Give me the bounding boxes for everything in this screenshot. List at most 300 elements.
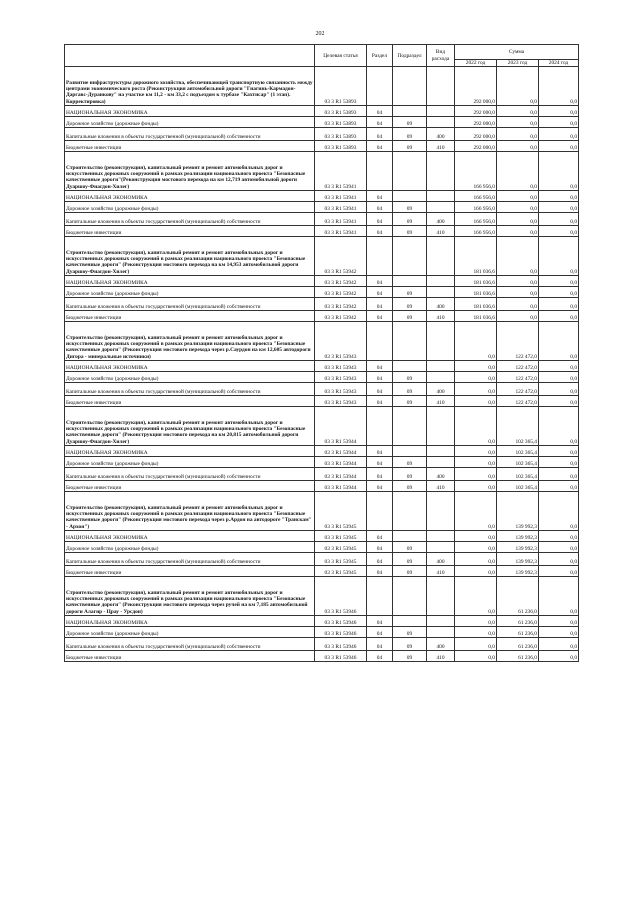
row-target: 03 3 R1 53944 xyxy=(315,445,367,456)
row-section: 04 xyxy=(367,481,393,492)
row-section xyxy=(367,322,393,361)
row-subsection: 09 xyxy=(393,311,427,322)
row-amount-2023: 0,0 xyxy=(497,201,539,212)
row-amount-2022: 181 036,6 xyxy=(455,237,497,276)
row-subsection: 09 xyxy=(393,201,427,212)
row-name: Строительство (реконструкция), капитальный ремонт и ремонт автомобильных дорог и искусственных дорожных сооружений в рамках реализации национального проекта "Безопасные качественные дороги"(Реконструкция мостового перехода на км 12,719 автомобильной дороги Дуаршоу-Фиагдон-Хилег) xyxy=(65,152,315,191)
row-amount-2023: 61 236,0 xyxy=(497,577,539,616)
row-expense-type xyxy=(427,105,455,116)
row-amount-2022: 166 956,0 xyxy=(455,152,497,191)
header-year-2023: 2023 год xyxy=(497,60,539,67)
row-section: 04 xyxy=(367,530,393,541)
row-section: 04 xyxy=(367,127,393,141)
row-subsection: 09 xyxy=(393,127,427,141)
table-row xyxy=(65,152,579,191)
row-amount-2024: 0,0 xyxy=(539,152,579,191)
row-name: Дорожное хозяйство (дорожные фонды) xyxy=(65,626,315,637)
row-name: НАЦИОНАЛЬНАЯ ЭКОНОМИКА xyxy=(65,105,315,116)
row-subsection xyxy=(393,190,427,201)
row-subsection: 09 xyxy=(393,651,427,662)
budget-table xyxy=(64,44,579,662)
table-row xyxy=(65,105,579,116)
row-expense-type xyxy=(427,275,455,286)
row-subsection: 09 xyxy=(393,382,427,396)
row-amount-2022: 0,0 xyxy=(455,467,497,481)
row-target: 03 3 R1 53941 xyxy=(315,152,367,191)
row-amount-2022: 292 000,0 xyxy=(455,105,497,116)
row-amount-2023: 0,0 xyxy=(497,105,539,116)
row-expense-type xyxy=(427,322,455,361)
row-amount-2024: 0,0 xyxy=(539,116,579,127)
row-amount-2022: 0,0 xyxy=(455,651,497,662)
row-target: 03 3 R1 53945 xyxy=(315,552,367,566)
row-amount-2022: 0,0 xyxy=(455,360,497,371)
row-section: 04 xyxy=(367,445,393,456)
row-amount-2024: 0,0 xyxy=(539,275,579,286)
row-section: 04 xyxy=(367,566,393,577)
table-row xyxy=(65,637,579,651)
row-expense-type: 400 xyxy=(427,127,455,141)
row-section xyxy=(367,577,393,616)
row-amount-2023: 102 365,4 xyxy=(497,445,539,456)
row-name: НАЦИОНАЛЬНАЯ ЭКОНОМИКА xyxy=(65,445,315,456)
row-amount-2024: 0,0 xyxy=(539,322,579,361)
header-expense-type: Вид расхода xyxy=(427,45,455,67)
row-amount-2023: 0,0 xyxy=(497,275,539,286)
row-target: 03 3 R1 53944 xyxy=(315,467,367,481)
row-subsection: 09 xyxy=(393,141,427,152)
row-section: 04 xyxy=(367,456,393,467)
row-name: Бюджетные инвестиции xyxy=(65,481,315,492)
row-expense-type: 400 xyxy=(427,212,455,226)
row-section xyxy=(367,407,393,446)
row-name: Дорожное хозяйство (дорожные фонды) xyxy=(65,371,315,382)
row-amount-2023: 0,0 xyxy=(497,226,539,237)
row-amount-2023: 139 992,3 xyxy=(497,492,539,531)
row-amount-2022: 0,0 xyxy=(455,371,497,382)
row-amount-2024: 0,0 xyxy=(539,445,579,456)
row-amount-2023: 0,0 xyxy=(497,311,539,322)
row-amount-2022: 0,0 xyxy=(455,552,497,566)
row-amount-2023: 61 236,0 xyxy=(497,626,539,637)
row-section: 04 xyxy=(367,141,393,152)
row-name: Дорожное хозяйство (дорожные фонды) xyxy=(65,116,315,127)
row-subsection xyxy=(393,530,427,541)
row-amount-2024: 0,0 xyxy=(539,456,579,467)
row-expense-type xyxy=(427,492,455,531)
row-amount-2023: 139 992,3 xyxy=(497,566,539,577)
row-amount-2022: 0,0 xyxy=(455,615,497,626)
row-amount-2023: 0,0 xyxy=(497,67,539,106)
header-year-2022: 2022 год xyxy=(455,60,497,67)
row-target: 03 3 R1 53893 xyxy=(315,141,367,152)
row-expense-type: 410 xyxy=(427,481,455,492)
row-amount-2024: 0,0 xyxy=(539,615,579,626)
row-expense-type xyxy=(427,407,455,446)
row-amount-2024: 0,0 xyxy=(539,237,579,276)
row-expense-type: 400 xyxy=(427,297,455,311)
row-target: 03 3 R1 53942 xyxy=(315,311,367,322)
row-name: Бюджетные инвестиции xyxy=(65,396,315,407)
row-name: НАЦИОНАЛЬНАЯ ЭКОНОМИКА xyxy=(65,190,315,201)
row-subsection xyxy=(393,615,427,626)
row-amount-2024: 0,0 xyxy=(539,382,579,396)
table-row xyxy=(65,541,579,552)
header-target: Целевая статья xyxy=(315,45,367,67)
row-amount-2023: 0,0 xyxy=(497,286,539,297)
header-name xyxy=(65,45,315,67)
row-section: 04 xyxy=(367,286,393,297)
row-expense-type: 410 xyxy=(427,396,455,407)
table-row xyxy=(65,456,579,467)
row-amount-2023: 139 992,3 xyxy=(497,552,539,566)
row-expense-type: 410 xyxy=(427,226,455,237)
row-section: 04 xyxy=(367,297,393,311)
row-name: НАЦИОНАЛЬНАЯ ЭКОНОМИКА xyxy=(65,360,315,371)
row-section: 04 xyxy=(367,467,393,481)
row-amount-2023: 61 236,0 xyxy=(497,615,539,626)
row-subsection xyxy=(393,360,427,371)
row-section xyxy=(367,237,393,276)
table-row xyxy=(65,577,579,616)
row-subsection: 09 xyxy=(393,396,427,407)
row-amount-2022: 0,0 xyxy=(455,530,497,541)
table-row xyxy=(65,201,579,212)
row-target: 03 3 R1 53941 xyxy=(315,201,367,212)
row-expense-type xyxy=(427,152,455,191)
row-amount-2024: 0,0 xyxy=(539,297,579,311)
row-amount-2022: 0,0 xyxy=(455,541,497,552)
row-expense-type: 410 xyxy=(427,651,455,662)
table-row xyxy=(65,141,579,152)
table-row xyxy=(65,311,579,322)
row-amount-2023: 0,0 xyxy=(497,297,539,311)
row-amount-2024: 0,0 xyxy=(539,407,579,446)
header-year-2024: 2024 год xyxy=(539,60,579,67)
table-row xyxy=(65,286,579,297)
row-subsection: 09 xyxy=(393,481,427,492)
row-expense-type xyxy=(427,360,455,371)
row-expense-type xyxy=(427,116,455,127)
row-target: 03 3 R1 53945 xyxy=(315,492,367,531)
row-amount-2022: 0,0 xyxy=(455,492,497,531)
row-subsection xyxy=(393,407,427,446)
row-amount-2024: 0,0 xyxy=(539,566,579,577)
row-target: 03 3 R1 53946 xyxy=(315,637,367,651)
row-subsection: 09 xyxy=(393,566,427,577)
row-amount-2024: 0,0 xyxy=(539,212,579,226)
row-name: Бюджетные инвестиции xyxy=(65,651,315,662)
row-subsection: 09 xyxy=(393,286,427,297)
row-subsection xyxy=(393,492,427,531)
row-expense-type xyxy=(427,456,455,467)
table-row xyxy=(65,67,579,106)
row-amount-2023: 122 472,0 xyxy=(497,396,539,407)
row-section: 04 xyxy=(367,105,393,116)
row-expense-type: 400 xyxy=(427,637,455,651)
row-section: 04 xyxy=(367,360,393,371)
row-name: Бюджетные инвестиции xyxy=(65,226,315,237)
row-amount-2024: 0,0 xyxy=(539,530,579,541)
row-target: 03 3 R1 53944 xyxy=(315,407,367,446)
row-amount-2024: 0,0 xyxy=(539,577,579,616)
row-subsection: 09 xyxy=(393,626,427,637)
row-subsection xyxy=(393,322,427,361)
row-target: 03 3 R1 53944 xyxy=(315,456,367,467)
row-amount-2024: 0,0 xyxy=(539,371,579,382)
row-section: 04 xyxy=(367,275,393,286)
row-amount-2022: 0,0 xyxy=(455,481,497,492)
row-name: Капитальные вложения в объекты государственной (муниципальной) собственности xyxy=(65,297,315,311)
row-amount-2023: 0,0 xyxy=(497,152,539,191)
row-amount-2023: 102 365,4 xyxy=(497,467,539,481)
row-name: НАЦИОНАЛЬНАЯ ЭКОНОМИКА xyxy=(65,615,315,626)
row-name: Бюджетные инвестиции xyxy=(65,311,315,322)
row-name: Строительство (реконструкция), капитальный ремонт и ремонт автомобильных дорог и искусственных дорожных сооружений в рамках реализации национального проекта "Безопасные качественные дороги" (Реконструкция мостового перехода через ручей на км 7,185 автомобильной дороги Алагир - Црау - Урсдон) xyxy=(65,577,315,616)
row-name: Капитальные вложения в объекты государственной (муниципальной) собственности xyxy=(65,637,315,651)
row-target: 03 3 R1 53941 xyxy=(315,190,367,201)
row-amount-2022: 166 956,0 xyxy=(455,212,497,226)
row-target: 03 3 R1 53946 xyxy=(315,626,367,637)
row-target: 03 3 R1 53942 xyxy=(315,275,367,286)
row-name: Капитальные вложения в объекты государственной (муниципальной) собственности xyxy=(65,552,315,566)
table-row xyxy=(65,382,579,396)
row-section: 04 xyxy=(367,116,393,127)
row-expense-type: 410 xyxy=(427,141,455,152)
row-amount-2024: 0,0 xyxy=(539,360,579,371)
row-section: 04 xyxy=(367,637,393,651)
row-amount-2022: 181 036,6 xyxy=(455,286,497,297)
row-amount-2024: 0,0 xyxy=(539,141,579,152)
row-section: 04 xyxy=(367,311,393,322)
row-amount-2022: 181 036,6 xyxy=(455,311,497,322)
row-name: Дорожное хозяйство (дорожные фонды) xyxy=(65,286,315,297)
table-row xyxy=(65,297,579,311)
row-section: 04 xyxy=(367,382,393,396)
row-expense-type: 410 xyxy=(427,566,455,577)
row-amount-2022: 0,0 xyxy=(455,322,497,361)
row-amount-2023: 0,0 xyxy=(497,237,539,276)
row-amount-2022: 0,0 xyxy=(455,637,497,651)
row-amount-2022: 181 036,6 xyxy=(455,275,497,286)
row-amount-2024: 0,0 xyxy=(539,481,579,492)
row-subsection: 09 xyxy=(393,637,427,651)
row-amount-2024: 0,0 xyxy=(539,311,579,322)
row-amount-2023: 0,0 xyxy=(497,212,539,226)
row-target: 03 3 R1 53893 xyxy=(315,105,367,116)
row-target: 03 3 R1 53944 xyxy=(315,481,367,492)
row-target: 03 3 R1 53943 xyxy=(315,360,367,371)
row-amount-2024: 0,0 xyxy=(539,226,579,237)
row-name: Строительство (реконструкция), капитальный ремонт и ремонт автомобильных дорог и искусственных дорожных сооружений в рамках реализации национального проекта "Безопасные качественные дороги" (Реконструкция мостового перехода через р.Саурдон на км 12,605 автодороги Дигора - минеральные источники) xyxy=(65,322,315,361)
row-subsection: 09 xyxy=(393,212,427,226)
row-target: 03 3 R1 53943 xyxy=(315,396,367,407)
row-name: Дорожное хозяйство (дорожные фонды) xyxy=(65,201,315,212)
table-row xyxy=(65,127,579,141)
table-row xyxy=(65,371,579,382)
table-row xyxy=(65,530,579,541)
table-row xyxy=(65,481,579,492)
row-target: 03 3 R1 53941 xyxy=(315,226,367,237)
row-amount-2022: 0,0 xyxy=(455,382,497,396)
row-section xyxy=(367,492,393,531)
table-row xyxy=(65,407,579,446)
row-expense-type xyxy=(427,201,455,212)
row-amount-2024: 0,0 xyxy=(539,67,579,106)
row-section: 04 xyxy=(367,212,393,226)
row-target: 03 3 R1 53893 xyxy=(315,67,367,106)
row-amount-2024: 0,0 xyxy=(539,637,579,651)
row-amount-2024: 0,0 xyxy=(539,492,579,531)
row-name: Бюджетные инвестиции xyxy=(65,141,315,152)
row-amount-2024: 0,0 xyxy=(539,127,579,141)
row-amount-2022: 292 000,0 xyxy=(455,116,497,127)
row-section: 04 xyxy=(367,541,393,552)
row-subsection xyxy=(393,577,427,616)
row-amount-2022: 0,0 xyxy=(455,626,497,637)
row-amount-2024: 0,0 xyxy=(539,201,579,212)
row-section: 04 xyxy=(367,226,393,237)
row-amount-2023: 61 236,0 xyxy=(497,637,539,651)
row-subsection: 09 xyxy=(393,456,427,467)
row-name: Капитальные вложения в объекты государственной (муниципальной) собственности xyxy=(65,382,315,396)
row-amount-2024: 0,0 xyxy=(539,286,579,297)
row-amount-2023: 139 992,3 xyxy=(497,541,539,552)
table-row xyxy=(65,322,579,361)
row-target: 03 3 R1 53893 xyxy=(315,116,367,127)
row-subsection xyxy=(393,275,427,286)
row-subsection: 09 xyxy=(393,371,427,382)
row-subsection: 09 xyxy=(393,552,427,566)
row-amount-2023: 61 236,0 xyxy=(497,651,539,662)
row-section: 04 xyxy=(367,396,393,407)
row-section: 04 xyxy=(367,201,393,212)
table-row xyxy=(65,396,579,407)
row-name: Капитальные вложения в объекты государственной (муниципальной) собственности xyxy=(65,127,315,141)
row-expense-type xyxy=(427,541,455,552)
table-row xyxy=(65,626,579,637)
row-amount-2024: 0,0 xyxy=(539,396,579,407)
row-amount-2024: 0,0 xyxy=(539,626,579,637)
row-section: 04 xyxy=(367,626,393,637)
row-expense-type xyxy=(427,67,455,106)
row-target: 03 3 R1 53945 xyxy=(315,530,367,541)
row-target: 03 3 R1 53943 xyxy=(315,322,367,361)
row-target: 03 3 R1 53942 xyxy=(315,237,367,276)
table-row xyxy=(65,275,579,286)
row-amount-2023: 122 472,0 xyxy=(497,371,539,382)
row-expense-type xyxy=(427,190,455,201)
row-expense-type: 400 xyxy=(427,552,455,566)
row-target: 03 3 R1 53946 xyxy=(315,577,367,616)
row-name: Бюджетные инвестиции xyxy=(65,566,315,577)
row-amount-2023: 122 472,0 xyxy=(497,360,539,371)
table-row xyxy=(65,552,579,566)
row-name: Дорожное хозяйство (дорожные фонды) xyxy=(65,541,315,552)
row-amount-2024: 0,0 xyxy=(539,190,579,201)
table-row xyxy=(65,226,579,237)
row-amount-2024: 0,0 xyxy=(539,552,579,566)
page-number: 202 xyxy=(315,31,325,37)
row-amount-2024: 0,0 xyxy=(539,467,579,481)
table-row xyxy=(65,492,579,531)
row-target: 03 3 R1 53945 xyxy=(315,541,367,552)
row-expense-type xyxy=(427,286,455,297)
row-target: 03 3 R1 53942 xyxy=(315,286,367,297)
row-amount-2023: 0,0 xyxy=(497,127,539,141)
row-subsection: 09 xyxy=(393,297,427,311)
table-row xyxy=(65,116,579,127)
row-amount-2023: 139 992,3 xyxy=(497,530,539,541)
row-subsection: 09 xyxy=(393,226,427,237)
row-target: 03 3 R1 53941 xyxy=(315,212,367,226)
row-amount-2023: 102 365,4 xyxy=(497,456,539,467)
row-name: Строительство (реконструкция), капитальный ремонт и ремонт автомобильных дорог и искусственных дорожных сооружений в рамках реализации национального проекта "Безопасные качественные дороги" (Реконструкция мостового перехода через р.Ардон на автодороге "Транскам" - Архон") xyxy=(65,492,315,531)
table-row xyxy=(65,467,579,481)
row-amount-2022: 181 036,6 xyxy=(455,297,497,311)
row-section: 04 xyxy=(367,615,393,626)
table-row xyxy=(65,566,579,577)
row-amount-2022: 0,0 xyxy=(455,577,497,616)
row-subsection: 09 xyxy=(393,467,427,481)
header-subsection: Подраздел xyxy=(393,45,427,67)
row-section: 04 xyxy=(367,190,393,201)
header-amount: Сумма xyxy=(455,45,579,60)
row-subsection: 09 xyxy=(393,541,427,552)
row-amount-2022: 292 000,0 xyxy=(455,141,497,152)
row-expense-type xyxy=(427,626,455,637)
row-amount-2023: 0,0 xyxy=(497,141,539,152)
header-section: Раздел xyxy=(367,45,393,67)
row-amount-2022: 292 000,0 xyxy=(455,67,497,106)
row-expense-type xyxy=(427,237,455,276)
row-amount-2022: 292 000,0 xyxy=(455,127,497,141)
row-amount-2023: 0,0 xyxy=(497,116,539,127)
row-amount-2024: 0,0 xyxy=(539,541,579,552)
row-name: НАЦИОНАЛЬНАЯ ЭКОНОМИКА xyxy=(65,275,315,286)
row-target: 03 3 R1 53942 xyxy=(315,297,367,311)
row-subsection: 09 xyxy=(393,116,427,127)
row-name: Развитие инфраструктуры дорожного хозяйства, обеспечивающей транспортную связанность между центрами экономического роста (Реконструкция автомобильной дороги "Гиагинь-Кармадон-Даргавс-Дуранкову" на участке км 11,2 - км 33,2 с подъездом к турбазе "Кахтисар" (1 этап). Корректировка) xyxy=(65,67,315,106)
row-expense-type: 400 xyxy=(427,467,455,481)
row-amount-2022: 0,0 xyxy=(455,445,497,456)
table-row xyxy=(65,651,579,662)
row-amount-2022: 0,0 xyxy=(455,396,497,407)
row-target: 03 3 R1 53893 xyxy=(315,127,367,141)
table-row xyxy=(65,615,579,626)
row-target: 03 3 R1 53946 xyxy=(315,615,367,626)
row-name: Капитальные вложения в объекты государственной (муниципальной) собственности xyxy=(65,212,315,226)
row-amount-2023: 102 365,4 xyxy=(497,481,539,492)
row-section: 04 xyxy=(367,651,393,662)
row-amount-2022: 166 956,0 xyxy=(455,190,497,201)
row-amount-2022: 0,0 xyxy=(455,456,497,467)
row-expense-type: 400 xyxy=(427,382,455,396)
row-name: Дорожное хозяйство (дорожные фонды) xyxy=(65,456,315,467)
table-row xyxy=(65,237,579,276)
row-name: НАЦИОНАЛЬНАЯ ЭКОНОМИКА xyxy=(65,530,315,541)
row-subsection xyxy=(393,237,427,276)
row-expense-type xyxy=(427,530,455,541)
row-amount-2024: 0,0 xyxy=(539,105,579,116)
table-row xyxy=(65,360,579,371)
table-body xyxy=(65,67,579,662)
table-row xyxy=(65,445,579,456)
row-amount-2022: 166 956,0 xyxy=(455,226,497,237)
row-section xyxy=(367,152,393,191)
row-target: 03 3 R1 53946 xyxy=(315,651,367,662)
row-amount-2023: 0,0 xyxy=(497,190,539,201)
